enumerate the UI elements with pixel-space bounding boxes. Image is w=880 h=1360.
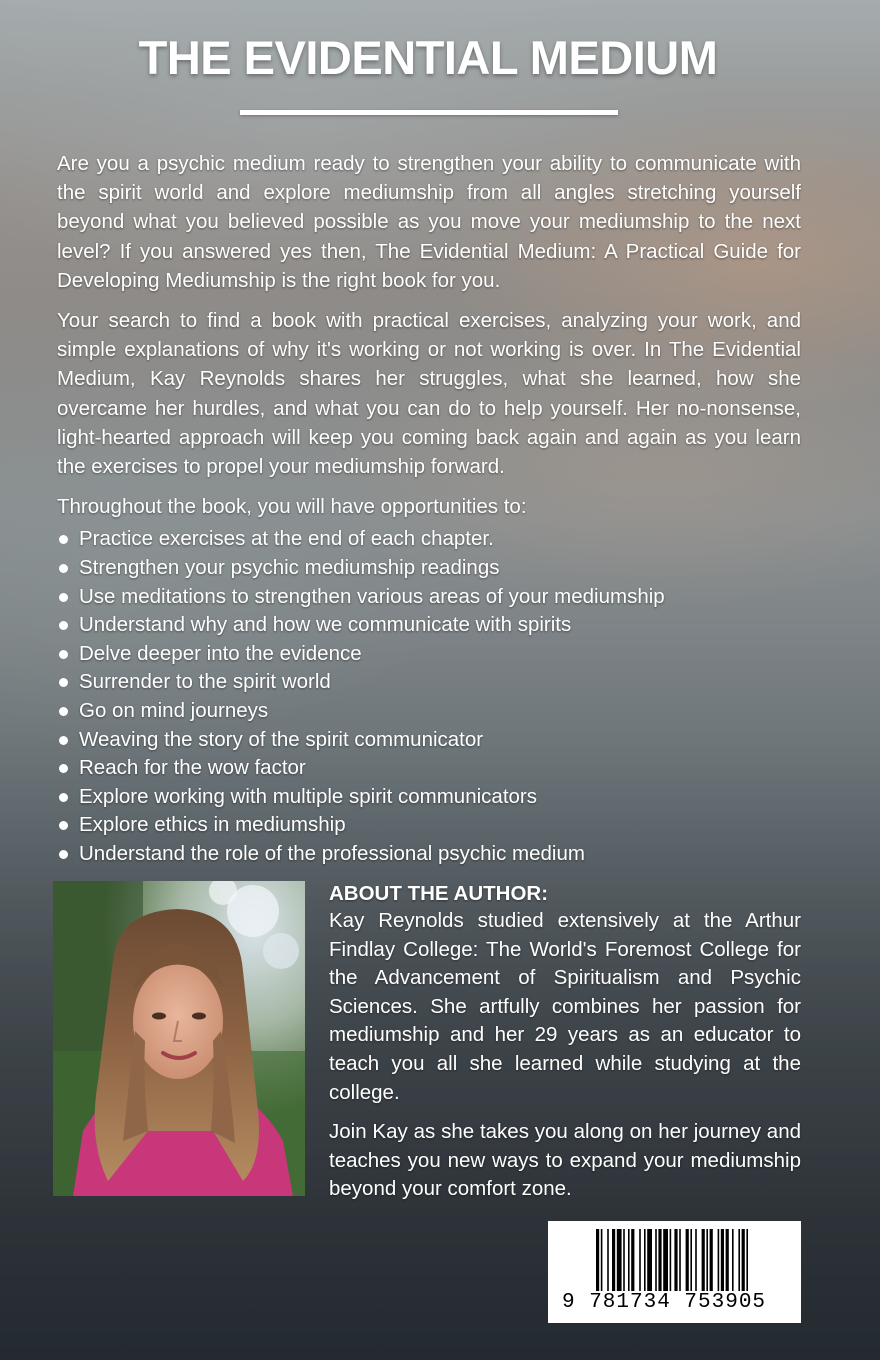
- barcode-bar: [628, 1229, 630, 1291]
- about-author-section: [329, 880, 801, 1215]
- book-title: THE EVIDENTIAL MEDIUM: [138, 31, 718, 84]
- bullet-icon: [59, 621, 68, 630]
- list-item-text: Go on mind journeys: [79, 699, 269, 722]
- barcode-bar: [658, 1229, 661, 1291]
- barcode-bar: [710, 1229, 713, 1291]
- description-paragraph: Are you a psychic medium ready to strengthen your ability to communicate with the spirit world and explore mediumship from all angles stretching yourself beyond what you believed possible as you move your mediumship to the next level? If you answered yes then, The Evidential Medium: A Practical Guide for Developing Mediumship is the right book for you.: [57, 152, 801, 292]
- bullet-icon: [59, 593, 68, 602]
- barcode-bar: [670, 1229, 672, 1291]
- list-item-text: Delve deeper into the evidence: [79, 641, 362, 665]
- list-item-text: Surrender to the spirit world: [79, 670, 331, 694]
- title-divider: [240, 110, 618, 115]
- list-item: [57, 583, 801, 612]
- book-description: [57, 149, 801, 869]
- barcode-bar: [742, 1229, 745, 1291]
- bullet-icon: [59, 650, 68, 659]
- barcode-bar: [695, 1229, 697, 1291]
- bullet-icon: [59, 793, 68, 802]
- bullet-icon: [59, 736, 68, 745]
- barcode-bar: [746, 1229, 748, 1291]
- bullet-icon: [59, 564, 68, 573]
- barcode-bar: [655, 1229, 657, 1291]
- isbn-barcode: [548, 1221, 801, 1323]
- barcode-bar: [617, 1229, 622, 1291]
- list-item-text: Weaving the story of the spirit communicator: [79, 727, 484, 751]
- list-item-text: Strengthen your psychic mediumship readings: [79, 556, 500, 580]
- barcode-bar: [623, 1229, 625, 1291]
- bullet-icon: [59, 850, 68, 859]
- author-bio-paragraph: Join Kay as she takes you along on her journey and teaches you new ways to expand your mediumship beyond your comfort zone.: [329, 1120, 801, 1201]
- author-portrait-illustration: [53, 881, 305, 1196]
- list-item: [57, 840, 801, 869]
- barcode-bar: [607, 1229, 609, 1291]
- bullet-icon: [59, 535, 68, 544]
- list-item-text: Understand why and how we communicate with spirits: [79, 613, 572, 637]
- barcode-bar: [702, 1229, 705, 1291]
- barcode-bar: [718, 1229, 720, 1291]
- barcode-bar: [601, 1229, 603, 1291]
- list-item-text: Explore ethics in mediumship: [79, 813, 346, 837]
- description-paragraph: Your search to find a book with practical exercises, analyzing your work, and simple explanations of why it's working or not working is over. In The Evidential Medium, Kay Reynolds shares her struggles, what she learned, how she overcame her hurdles, and what you can do to help yourself. Her no-nonsense, light-hearted approach will keep you coming back again and again as you learn the exercises to propel your mediumship forward.: [57, 309, 801, 479]
- bullet-icon: [59, 764, 68, 773]
- barcode-bar: [721, 1229, 724, 1291]
- list-item: [57, 640, 801, 669]
- list-item: [57, 783, 801, 812]
- barcode-bar: [706, 1229, 708, 1291]
- bullet-icon: [59, 678, 68, 687]
- barcode-bar: [690, 1229, 692, 1291]
- list-item: [57, 554, 801, 583]
- about-author-heading: ABOUT THE AUTHOR:: [329, 882, 549, 905]
- list-item-text: Practice exercises at the end of each chapter.: [79, 527, 494, 551]
- author-bio-paragraph: Kay Reynolds studied extensively at the Arthur Findlay College: The World's Foremost College for the Advancement of Spiritualism and Psychic Sciences. She artfully combines her passion for mediumship and her 29 years as an educator to teach you all she learned while studying at the college.: [329, 909, 801, 1104]
- barcode-bar: [612, 1229, 615, 1291]
- barcode-bar: [596, 1229, 599, 1291]
- barcode-bar: [631, 1229, 634, 1291]
- barcode-bar: [647, 1229, 652, 1291]
- barcode-bar: [644, 1229, 646, 1291]
- barcode-bar: [738, 1229, 740, 1291]
- list-item: [57, 754, 801, 783]
- barcode-bar: [726, 1229, 729, 1291]
- list-item-text: Reach for the wow factor: [79, 756, 306, 780]
- barcode-bar: [639, 1229, 641, 1291]
- list-item: [57, 668, 801, 697]
- bullet-icon: [59, 707, 68, 716]
- list-item-text: Use meditations to strengthen various areas of your mediumship: [79, 584, 665, 608]
- barcode-bar: [686, 1229, 689, 1291]
- barcode-bar: [732, 1229, 734, 1291]
- bullet-icon: [59, 821, 68, 830]
- list-item: [57, 726, 801, 755]
- barcode-bar: [663, 1229, 668, 1291]
- opportunities-list: [57, 525, 801, 868]
- author-photo: [53, 881, 305, 1196]
- list-item-text: Explore working with multiple spirit communicators: [79, 784, 537, 808]
- list-item: [57, 611, 801, 640]
- list-item: [57, 525, 801, 554]
- barcode-bar: [674, 1229, 677, 1291]
- barcode-bar: [679, 1229, 681, 1291]
- list-item: [57, 697, 801, 726]
- isbn-number: 9 781734 753905: [562, 1291, 767, 1314]
- barcode-bars: [556, 1229, 793, 1291]
- list-item: [57, 811, 801, 840]
- list-intro: Throughout the book, you will have opportunities to:: [57, 495, 527, 519]
- list-item-text: Understand the role of the professional psychic medium: [79, 841, 585, 865]
